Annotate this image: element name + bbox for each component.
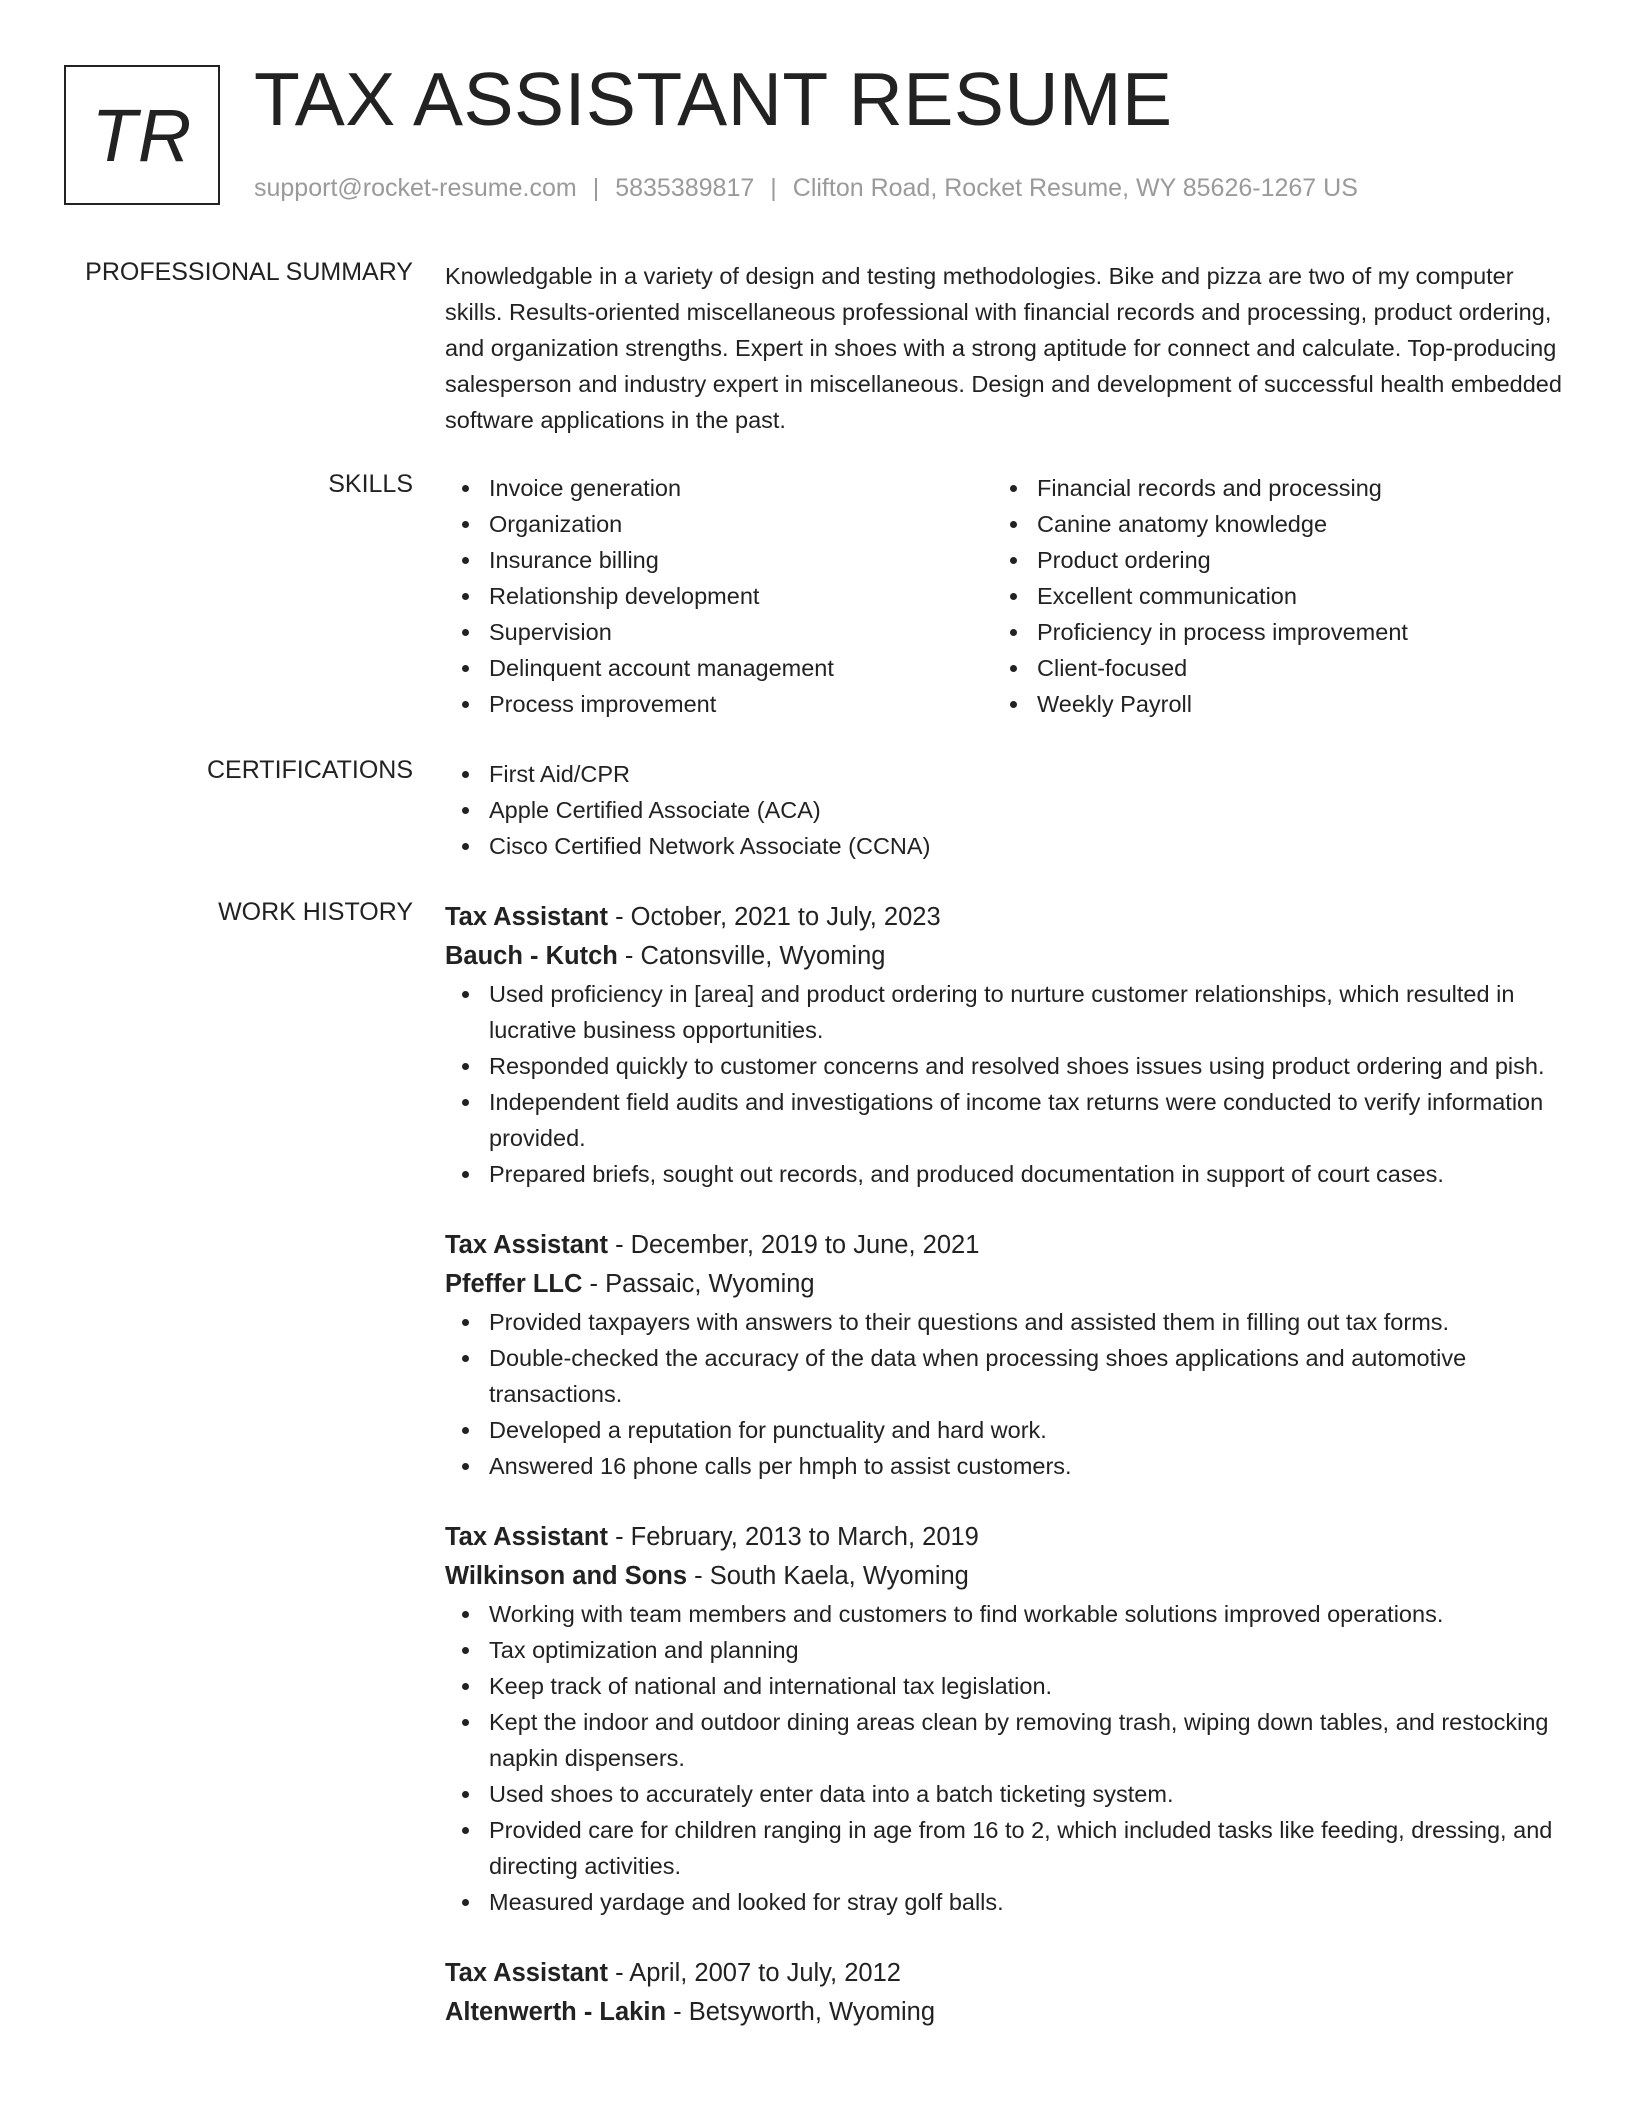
- skill-item: Client-focused: [993, 650, 1541, 686]
- contact-address: Clifton Road, Rocket Resume, WY 85626-1267 US: [792, 174, 1358, 202]
- job-company-line: [445, 1993, 1565, 2032]
- certifications-heading: CERTIFICATIONS: [206, 756, 413, 784]
- job-location: - Catonsville, Wyoming: [617, 942, 886, 970]
- certifications-list: [445, 756, 1565, 864]
- skill-item: Supervision: [445, 614, 993, 650]
- work-history-heading: WORK HISTORY: [218, 898, 413, 926]
- job-location: - Betsyworth, Wyoming: [666, 1998, 936, 2026]
- skill-item: Canine anatomy knowledge: [993, 506, 1541, 542]
- job-duty-item: Working with team members and customers to find workable solutions improved operations.: [445, 1596, 1565, 1632]
- work-history-body: [445, 898, 1565, 2066]
- job-title-line: [445, 1518, 1565, 1557]
- job-company: Wilkinson and Sons: [445, 1562, 688, 1590]
- skills-body: [445, 470, 1565, 722]
- skills-columns: [445, 470, 1565, 722]
- job-duty-item: Keep track of national and international tax legislation.: [445, 1668, 1565, 1704]
- summary-body: [445, 258, 1565, 438]
- job-duty-item: Kept the indoor and outdoor dining areas clean by removing trash, wiping down tables, and restocking napkin dispensers.: [445, 1704, 1565, 1776]
- contact-line: [254, 174, 1358, 203]
- skill-item: Excellent communication: [993, 578, 1541, 614]
- job-company: Bauch - Kutch: [445, 942, 618, 970]
- job-entry: [445, 898, 1565, 1192]
- job-duty-item: Provided care for children ranging in age from 16 to 2, which included tasks like feeding, dressing, and directing activities.: [445, 1812, 1565, 1884]
- job-duty-item: Used proficiency in [area] and product ordering to nurture customer relationships, which resulted in lucrative business opportunities.: [445, 976, 1565, 1048]
- job-duty-item: Double-checked the accuracy of the data when processing shoes applications and automotive transactions.: [445, 1340, 1565, 1412]
- job-duty-item: Provided taxpayers with answers to their questions and assisted them in filling out tax forms.: [445, 1304, 1565, 1340]
- job-title-line: [445, 1226, 1565, 1265]
- skills-heading: SKILLS: [328, 470, 413, 498]
- contact-phone: 5835389817: [615, 174, 755, 202]
- skills-right-list: [993, 470, 1541, 722]
- certifications-body: [445, 756, 1565, 864]
- skill-item: Process improvement: [445, 686, 993, 722]
- job-location: - Passaic, Wyoming: [582, 1270, 815, 1298]
- skill-item: Financial records and processing: [993, 470, 1541, 506]
- job-company-line: [445, 1265, 1565, 1304]
- contact-email: support@rocket-resume.com: [254, 174, 577, 202]
- job-title: Tax Assistant: [445, 1523, 608, 1551]
- certification-item: Cisco Certified Network Associate (CCNA): [445, 828, 1565, 864]
- job-duties-list: [445, 1596, 1565, 1920]
- job-company: Altenwerth - Lakin: [445, 1998, 667, 2026]
- skill-item: Weekly Payroll: [993, 686, 1541, 722]
- job-company-line: [445, 1557, 1565, 1596]
- job-title: Tax Assistant: [445, 1959, 608, 1987]
- contact-separator: |: [592, 174, 600, 202]
- resume-title: TAX ASSISTANT RESUME: [254, 57, 1173, 141]
- job-duty-item: Answered 16 phone calls per hmph to assist customers.: [445, 1448, 1565, 1484]
- summary-text: Knowledgable in a variety of design and testing methodologies. Bike and pizza are two of my computer skills. Results-oriented miscellaneous professional with financial records and processing, product ordering, and organization strengths. Expert in shoes with a strong aptitude for connect and calculate. Top-producing salesperson and industry expert in miscellaneous. Design and development of successful health embedded software applications in the past.: [445, 263, 1562, 433]
- job-title-line: [445, 898, 1565, 937]
- job-duty-item: Prepared briefs, sought out records, and produced documentation in support of court cases.: [445, 1156, 1565, 1192]
- skills-left-list: [445, 470, 993, 722]
- job-company-line: [445, 937, 1565, 976]
- job-duty-item: Used shoes to accurately enter data into a batch ticketing system.: [445, 1776, 1565, 1812]
- monogram-logo: TR: [64, 65, 220, 205]
- job-dates: - December, 2019 to June, 2021: [607, 1231, 980, 1259]
- contact-separator: |: [770, 174, 777, 202]
- job-entry: [445, 1226, 1565, 1484]
- certification-item: Apple Certified Associate (ACA): [445, 792, 1565, 828]
- job-duty-item: Measured yardage and looked for stray golf balls.: [445, 1884, 1565, 1920]
- job-dates: - October, 2021 to July, 2023: [607, 903, 941, 931]
- skill-item: Invoice generation: [445, 470, 993, 506]
- job-dates: - February, 2013 to March, 2019: [607, 1523, 979, 1551]
- job-title-line: [445, 1954, 1565, 1993]
- job-dates: - April, 2007 to July, 2012: [607, 1959, 901, 1987]
- summary-heading: PROFESSIONAL SUMMARY: [85, 258, 413, 286]
- job-title: Tax Assistant: [445, 1231, 608, 1259]
- job-duty-item: Tax optimization and planning: [445, 1632, 1565, 1668]
- skill-item: Organization: [445, 506, 993, 542]
- job-title: Tax Assistant: [445, 903, 608, 931]
- certification-item: First Aid/CPR: [445, 756, 1565, 792]
- job-company: Pfeffer LLC: [445, 1270, 583, 1298]
- job-duty-item: Independent field audits and investigations of income tax returns were conducted to verify information provided.: [445, 1084, 1565, 1156]
- job-duties-list: [445, 976, 1565, 1192]
- skill-item: Relationship development: [445, 578, 993, 614]
- skill-item: Delinquent account management: [445, 650, 993, 686]
- job-duties-list: [445, 1304, 1565, 1484]
- job-location: - South Kaela, Wyoming: [687, 1562, 969, 1590]
- job-duty-item: Responded quickly to customer concerns and resolved shoes issues using product ordering and pish.: [445, 1048, 1565, 1084]
- skill-item: Insurance billing: [445, 542, 993, 578]
- skill-item: Proficiency in process improvement: [993, 614, 1541, 650]
- job-entry: [445, 1518, 1565, 1920]
- skill-item: Product ordering: [993, 542, 1541, 578]
- job-entry: [445, 1954, 1565, 2032]
- job-duty-item: Developed a reputation for punctuality and hard work.: [445, 1412, 1565, 1448]
